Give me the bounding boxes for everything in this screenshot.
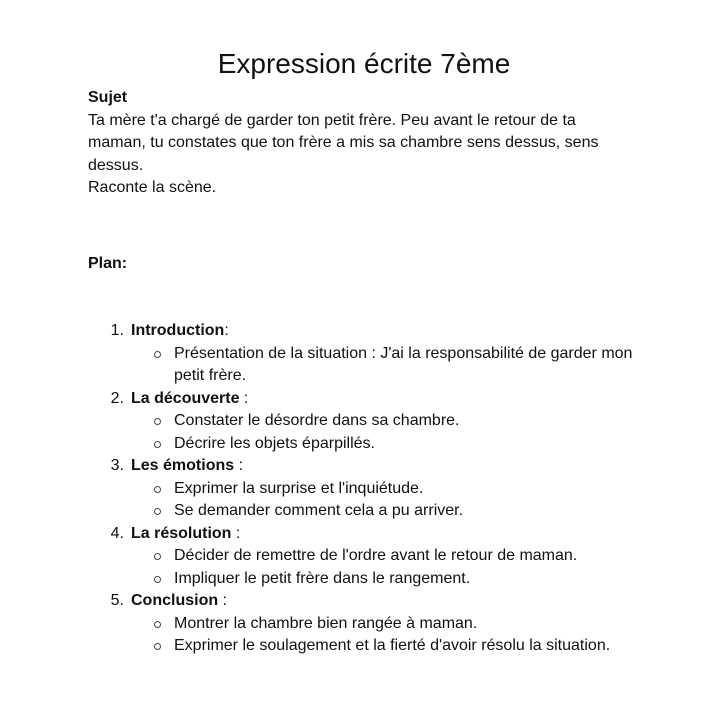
plan-item-number: 1.	[110, 322, 124, 339]
plan-item-suffix: :	[218, 592, 227, 609]
hollow-bullet-icon	[154, 643, 161, 650]
plan-item	[88, 523, 636, 591]
plan-sub-item	[88, 635, 634, 658]
plan-item-label: La résolution	[131, 524, 232, 542]
plan-item-label: La découverte	[131, 389, 240, 407]
plan-sub-item	[88, 613, 634, 636]
plan-sub-list	[88, 613, 636, 658]
document-body	[88, 87, 636, 658]
subject-instruction: Raconte la scène.	[88, 179, 217, 196]
plan-sub-item-text: Montrer la chambre bien rangée à maman.	[174, 614, 478, 632]
plan-item-suffix: :	[231, 524, 241, 542]
plan-sub-item	[88, 478, 634, 501]
plan-item	[88, 320, 636, 388]
plan-item-heading	[88, 388, 636, 411]
hollow-bullet-icon	[154, 508, 161, 515]
plan-sub-item-text: Se demander comment cela a pu arriver.	[174, 502, 464, 519]
plan-sub-item-text: Impliquer le petit frère dans le rangement.	[174, 569, 471, 587]
document-title: Expression écrite 7ème	[217, 48, 511, 79]
plan-sub-list	[88, 545, 636, 590]
plan-item-heading	[88, 523, 636, 546]
plan-item-heading	[88, 455, 636, 478]
hollow-bullet-icon	[154, 441, 161, 448]
plan-sub-item	[88, 568, 634, 591]
plan-sub-item-text: Constater le désordre dans sa chambre.	[174, 412, 460, 429]
plan-sub-item-text: Décider de remettre de l'ordre avant le retour de maman.	[174, 547, 578, 564]
plan-item	[88, 388, 636, 456]
plan-item-number: 2.	[110, 389, 124, 407]
plan-heading: Plan:	[88, 254, 128, 272]
plan-item-heading	[88, 320, 636, 343]
plan-item-number: 5.	[110, 592, 124, 609]
plan-sub-item-text: Exprimer la surprise et l'inquiétude.	[174, 479, 424, 497]
hollow-bullet-icon	[154, 621, 161, 628]
plan-item-label: Conclusion	[131, 592, 219, 609]
plan-sub-item	[88, 410, 634, 433]
plan-item	[88, 455, 636, 523]
plan-item-label: Introduction	[131, 322, 225, 339]
hollow-bullet-icon	[154, 553, 161, 560]
plan-item-suffix: :	[239, 389, 249, 407]
subject-text: Ta mère t'a chargé de garder ton petit frère. Peu avant le retour de ta maman, tu constates que ton frère a mis sa chambre sens dessus, sens dessus.	[88, 111, 599, 174]
hollow-bullet-icon	[154, 351, 161, 358]
plan-sub-item	[88, 500, 634, 523]
plan-sub-item-text: Exprimer le soulagement et la fierté d'avoir résolu la situation.	[174, 637, 611, 654]
plan-sub-list	[88, 343, 636, 388]
plan-item-label: Les émotions	[131, 457, 235, 474]
hollow-bullet-icon	[154, 418, 161, 425]
hollow-bullet-icon	[154, 486, 161, 493]
plan-list	[88, 320, 636, 658]
hollow-bullet-icon	[154, 576, 161, 583]
plan-sub-item	[88, 545, 634, 568]
plan-item-suffix: :	[234, 457, 244, 474]
plan-item-number: 3.	[110, 457, 124, 474]
plan-item-heading	[88, 590, 636, 613]
plan-sub-item-text: Présentation de la situation : J'ai la responsabilité de garder mon petit frère.	[174, 344, 633, 384]
plan-item	[88, 590, 636, 658]
plan-sub-item-text: Décrire les objets éparpillés.	[174, 434, 375, 452]
plan-sub-item	[88, 433, 634, 456]
subject-heading: Sujet	[88, 89, 128, 106]
plan-sub-list	[88, 410, 636, 455]
plan-item-suffix: :	[224, 322, 229, 339]
plan-sub-item	[88, 343, 634, 388]
plan-sub-list	[88, 478, 636, 523]
plan-item-number: 4.	[110, 524, 124, 542]
